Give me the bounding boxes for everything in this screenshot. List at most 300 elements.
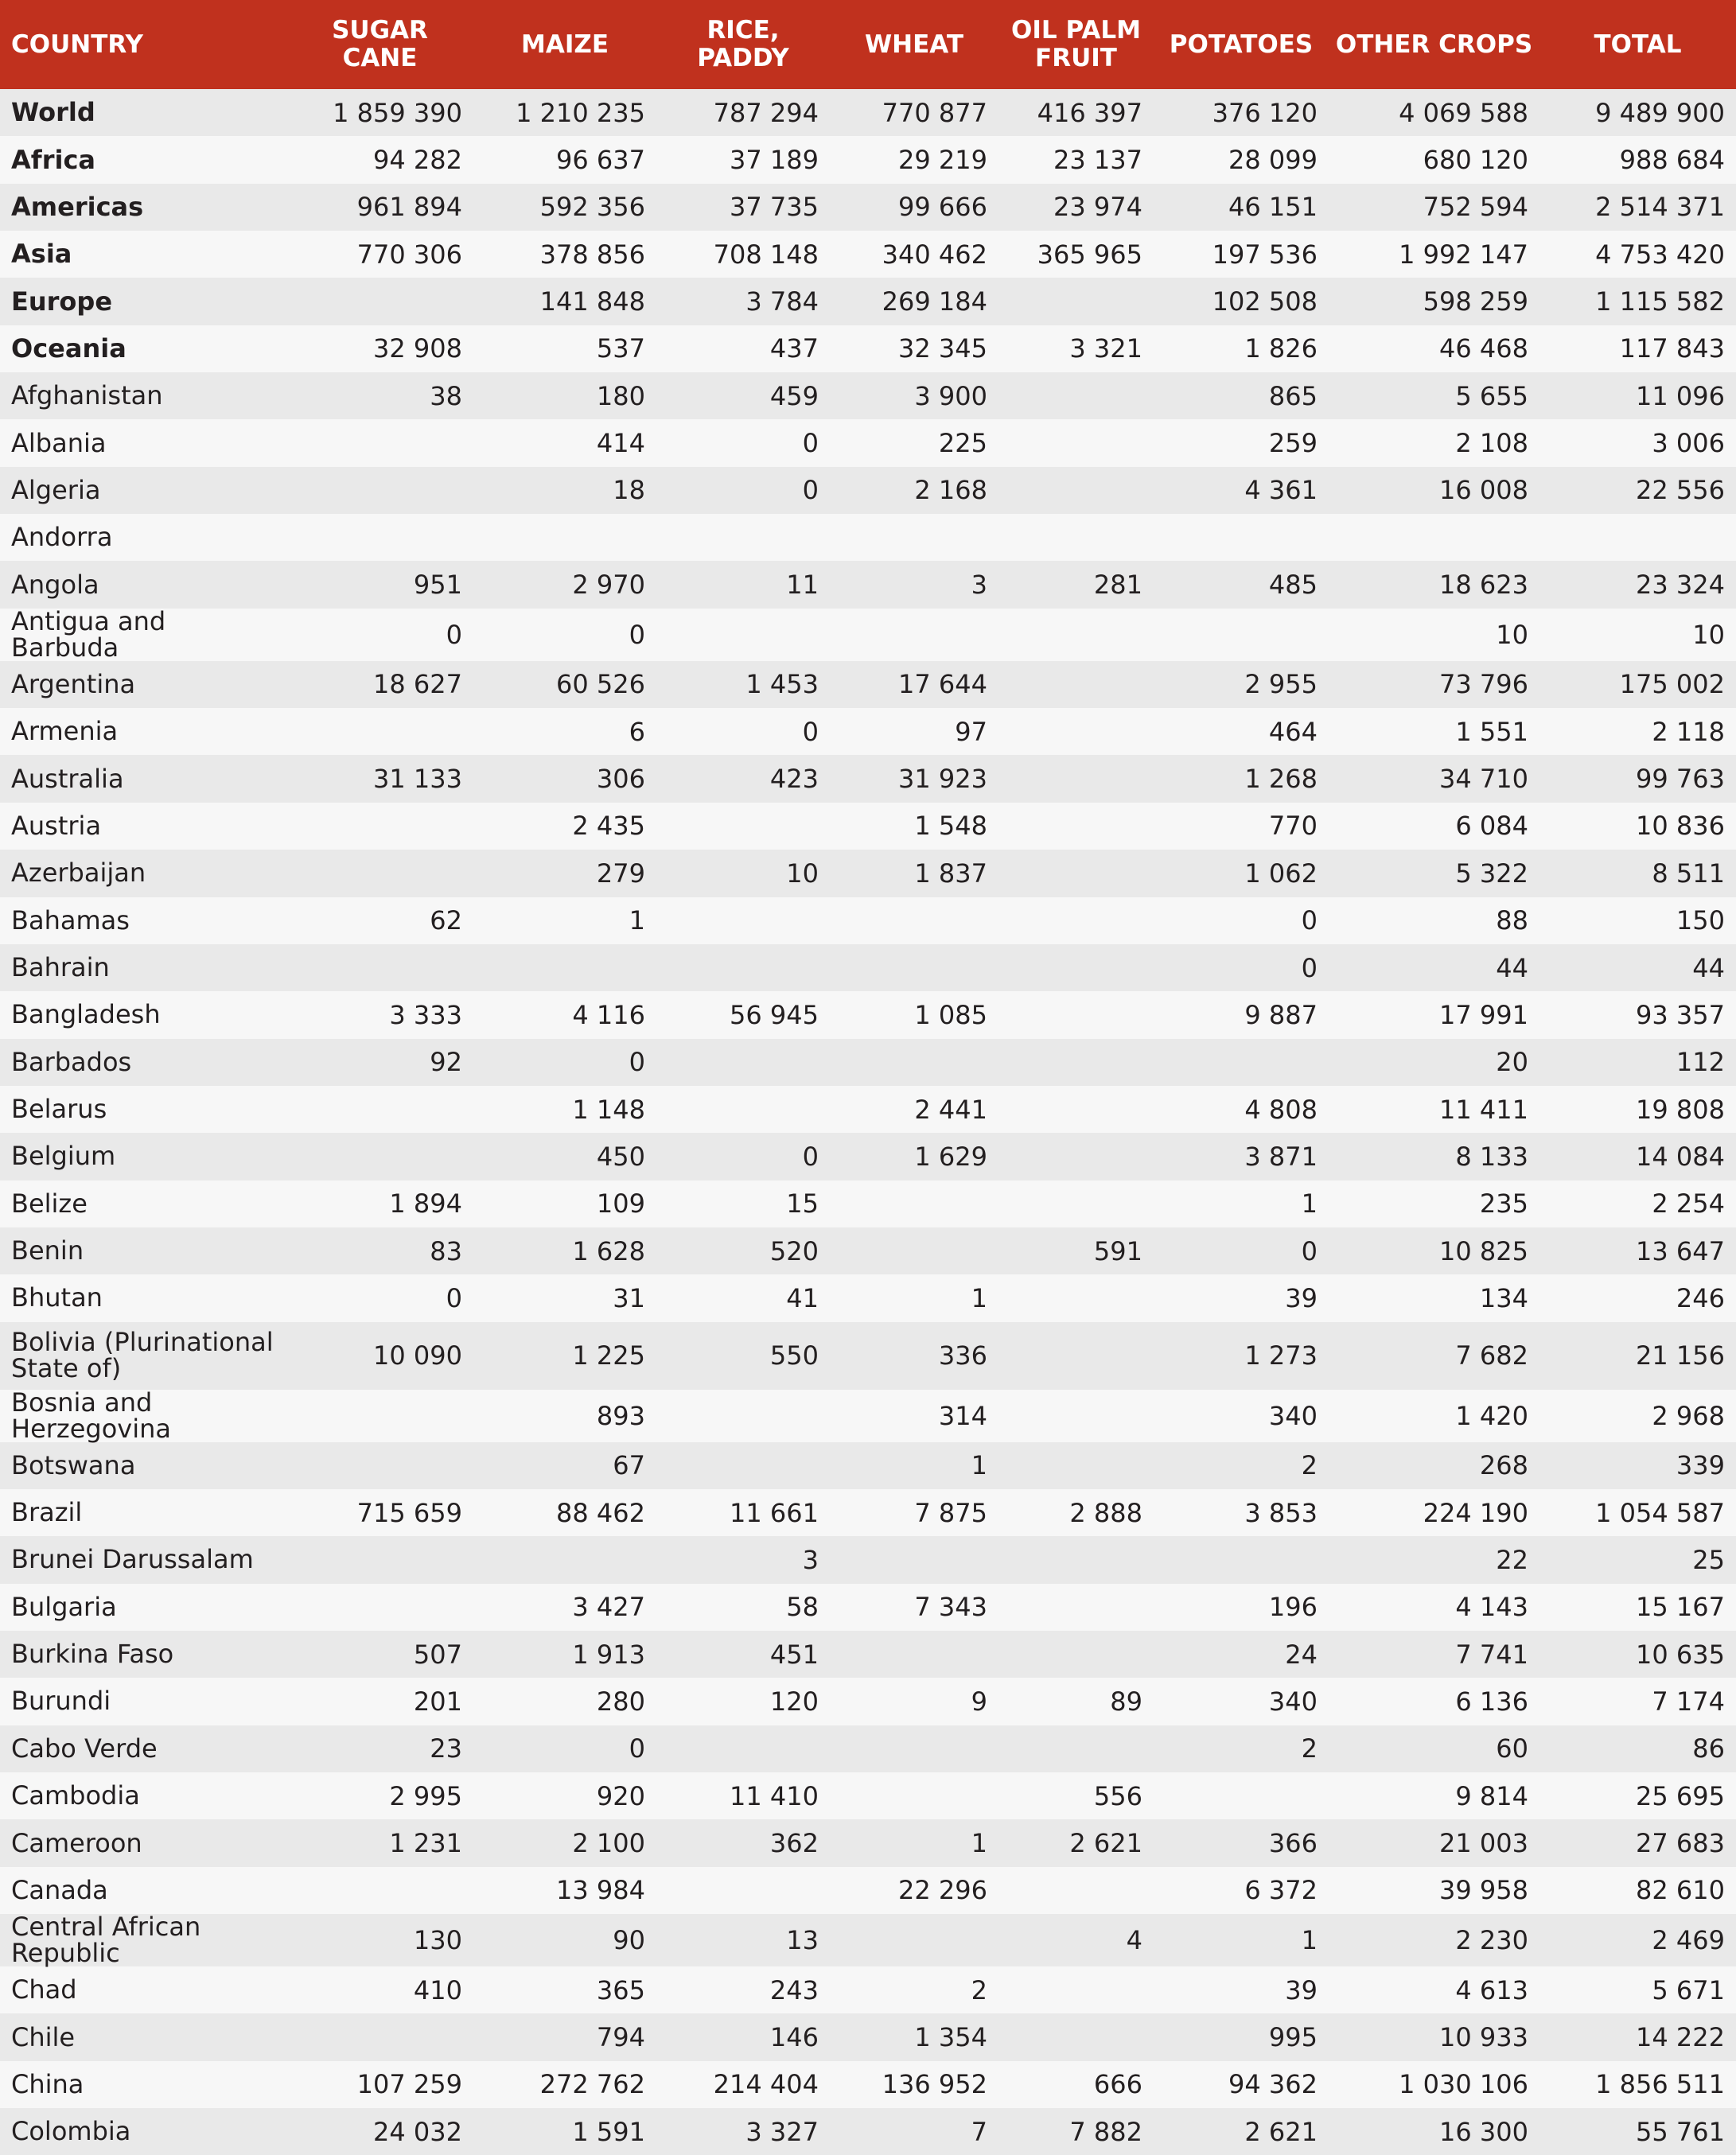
table-row <box>0 136 1736 183</box>
other-crops-cell: 46 468 <box>1439 333 1528 364</box>
wheat-cell: 225 <box>938 428 987 459</box>
other-crops-cell: 10 933 <box>1439 2022 1528 2053</box>
rice-paddy-cell: 37 735 <box>730 192 819 223</box>
rice-paddy-cell: 0 <box>802 716 819 747</box>
sugar-cane-cell: 62 <box>430 905 462 936</box>
maize-cell: 794 <box>596 2022 645 2053</box>
maize-cell: 1 591 <box>572 2116 645 2147</box>
sugar-cane-cell: 3 333 <box>389 999 462 1030</box>
sugar-cane-cell: 410 <box>413 1974 462 2005</box>
sugar-cane-cell: 1 859 390 <box>333 97 462 128</box>
table-row <box>0 1819 1736 1866</box>
table-row <box>0 708 1736 755</box>
table-row <box>0 561 1736 608</box>
potatoes-cell: 340 <box>1268 1686 1318 1717</box>
total-cell: 11 096 <box>1636 380 1725 411</box>
rice-paddy-cell: 56 945 <box>730 999 819 1030</box>
total-cell: 2 118 <box>1652 716 1725 747</box>
country-cell: Antigua and Barbuda <box>11 605 166 663</box>
sugar-cane-cell: 94 282 <box>373 145 462 176</box>
potatoes-cell: 196 <box>1268 1592 1318 1623</box>
country-cell: Bangladesh <box>11 999 161 1030</box>
sugar-cane-cell <box>286 419 473 466</box>
rice-paddy-cell <box>656 897 830 944</box>
total-cell: 8 511 <box>1652 858 1725 889</box>
table-row <box>0 89 1736 136</box>
table-row <box>0 897 1736 944</box>
sugar-cane-cell: 715 659 <box>356 1497 462 1528</box>
maize-cell: 109 <box>596 1188 645 1219</box>
other-crops-cell <box>1329 514 1539 561</box>
other-crops-cell: 20 <box>1496 1047 1528 1078</box>
sugar-cane-cell: 2 995 <box>389 1780 462 1811</box>
potatoes-cell: 3 871 <box>1244 1141 1318 1172</box>
potatoes-cell: 1 826 <box>1244 333 1318 364</box>
header-potatoes: POTATOES <box>1169 29 1314 59</box>
total-cell: 22 556 <box>1636 475 1725 506</box>
sugar-cane-cell <box>286 278 473 325</box>
other-crops-cell: 268 <box>1479 1450 1528 1481</box>
total-cell: 10 635 <box>1636 1639 1725 1670</box>
total-cell: 2 514 371 <box>1595 192 1725 223</box>
rice-paddy-cell: 437 <box>769 333 819 364</box>
potatoes-cell: 39 <box>1285 1974 1318 2005</box>
sugar-cane-cell: 1 894 <box>389 1188 462 1219</box>
total-cell: 2 968 <box>1652 1400 1725 1431</box>
oil-palm-fruit-cell <box>998 372 1154 419</box>
oil-palm-fruit-cell <box>998 803 1154 850</box>
rice-paddy-cell: 1 453 <box>745 669 819 700</box>
potatoes-cell: 4 361 <box>1244 475 1318 506</box>
sugar-cane-cell: 0 <box>446 619 462 650</box>
table-row <box>0 609 1736 661</box>
total-cell: 150 <box>1676 905 1725 936</box>
other-crops-cell: 39 958 <box>1439 1875 1528 1906</box>
other-crops-cell: 4 143 <box>1455 1592 1528 1623</box>
sugar-cane-cell <box>286 1536 473 1583</box>
wheat-cell: 1 <box>971 1450 987 1481</box>
wheat-cell: 97 <box>955 716 987 747</box>
total-cell: 25 <box>1692 1544 1725 1575</box>
sugar-cane-cell: 951 <box>413 570 462 601</box>
oil-palm-fruit-cell <box>998 991 1154 1038</box>
total-cell: 99 763 <box>1636 764 1725 795</box>
table-row <box>0 1274 1736 1321</box>
rice-paddy-cell: 3 <box>802 1544 819 1575</box>
total-cell: 112 <box>1676 1047 1725 1078</box>
sugar-cane-cell: 32 908 <box>373 333 462 364</box>
country-cell: Australia <box>11 763 124 794</box>
country-cell: World <box>11 97 95 128</box>
table-row <box>0 467 1736 514</box>
other-crops-cell: 4 613 <box>1455 1974 1528 2005</box>
oil-palm-fruit-cell <box>998 1274 1154 1321</box>
rice-paddy-cell: 459 <box>769 380 819 411</box>
sugar-cane-cell: 130 <box>413 1925 462 1956</box>
sugar-cane-cell: 201 <box>413 1686 462 1717</box>
table-row <box>0 1867 1736 1914</box>
wheat-cell <box>830 1536 998 1583</box>
potatoes-cell: 376 120 <box>1212 97 1318 128</box>
potatoes-cell: 1 <box>1301 1188 1318 1219</box>
total-cell: 5 671 <box>1652 1974 1725 2005</box>
country-cell: Algeria <box>11 474 101 505</box>
wheat-cell: 7 <box>971 2116 987 2147</box>
maize-cell: 60 526 <box>556 669 645 700</box>
total-cell: 86 <box>1692 1733 1725 1764</box>
table-row <box>0 1322 1736 1390</box>
oil-palm-fruit-cell <box>998 2013 1154 2060</box>
sugar-cane-cell <box>286 1086 473 1133</box>
oil-palm-fruit-cell: 3 321 <box>1069 333 1142 364</box>
country-cell: Austria <box>11 810 102 841</box>
wheat-cell: 2 441 <box>914 1094 987 1125</box>
wheat-cell: 29 219 <box>898 145 987 176</box>
oil-palm-fruit-cell: 23 137 <box>1053 145 1142 176</box>
wheat-cell <box>830 609 998 661</box>
sugar-cane-cell: 38 <box>430 380 462 411</box>
other-crops-cell: 1 992 147 <box>1399 239 1528 270</box>
potatoes-cell: 39 <box>1285 1282 1318 1313</box>
total-cell: 4 753 420 <box>1595 239 1725 270</box>
rice-paddy-cell: 15 <box>786 1188 819 1219</box>
table-row <box>0 372 1736 419</box>
sugar-cane-cell <box>286 1867 473 1914</box>
sugar-cane-cell <box>286 2013 473 2060</box>
total-cell: 3 006 <box>1652 428 1725 459</box>
total-cell: 25 695 <box>1636 1780 1725 1811</box>
other-crops-cell: 17 991 <box>1439 999 1528 1030</box>
wheat-cell <box>830 1181 998 1227</box>
rice-paddy-cell: 423 <box>769 764 819 795</box>
sugar-cane-cell <box>286 467 473 514</box>
rice-paddy-cell: 11 661 <box>730 1497 819 1528</box>
total-cell <box>1539 514 1736 561</box>
total-cell: 21 156 <box>1636 1340 1725 1371</box>
maize-cell: 90 <box>613 1925 645 1956</box>
potatoes-cell: 6 372 <box>1244 1875 1318 1906</box>
maize-cell <box>473 514 656 561</box>
rice-paddy-cell <box>656 514 830 561</box>
potatoes-cell: 770 <box>1268 811 1318 842</box>
table-row <box>0 803 1736 850</box>
header-rice-paddy: RICE, PADDY <box>697 16 789 72</box>
country-cell: Colombia <box>11 2116 131 2147</box>
maize-cell: 141 848 <box>539 286 645 317</box>
total-cell: 44 <box>1692 952 1725 983</box>
table-row <box>0 755 1736 802</box>
country-cell: Cabo Verde <box>11 1733 158 1764</box>
maize-cell: 1 148 <box>572 1094 645 1125</box>
table-header <box>0 0 1736 89</box>
country-cell: Bahrain <box>11 952 110 983</box>
oil-palm-fruit-cell <box>998 514 1154 561</box>
wheat-cell: 1 <box>971 1282 987 1313</box>
oil-palm-fruit-cell <box>998 1536 1154 1583</box>
table-row <box>0 1584 1736 1631</box>
oil-palm-fruit-cell: 23 974 <box>1053 192 1142 223</box>
total-cell: 1 054 587 <box>1595 1497 1725 1528</box>
maize-cell: 6 <box>629 716 645 747</box>
country-cell: Belize <box>11 1188 88 1219</box>
wheat-cell <box>830 1631 998 1678</box>
wheat-cell: 1 <box>971 1828 987 1859</box>
sugar-cane-cell <box>286 1390 473 1442</box>
maize-cell: 1 210 235 <box>516 97 645 128</box>
wheat-cell: 136 952 <box>882 2069 987 2100</box>
oil-palm-fruit-cell <box>998 1442 1154 1489</box>
wheat-cell: 31 923 <box>898 764 987 795</box>
other-crops-cell: 16 300 <box>1439 2116 1528 2147</box>
country-cell: Africa <box>11 144 95 175</box>
rice-paddy-cell <box>656 1390 830 1442</box>
sugar-cane-cell: 961 894 <box>356 192 462 223</box>
rice-paddy-cell: 11 <box>786 570 819 601</box>
potatoes-cell <box>1154 1536 1329 1583</box>
table-row <box>0 1390 1736 1442</box>
country-cell: Armenia <box>11 716 119 747</box>
potatoes-cell: 1 273 <box>1244 1340 1318 1371</box>
maize-cell: 1 913 <box>572 1639 645 1670</box>
sugar-cane-cell <box>286 514 473 561</box>
oil-palm-fruit-cell: 666 <box>1093 2069 1142 2100</box>
wheat-cell: 2 168 <box>914 475 987 506</box>
country-cell: Burkina Faso <box>11 1639 174 1670</box>
other-crops-cell: 18 623 <box>1439 570 1528 601</box>
other-crops-cell: 16 008 <box>1439 475 1528 506</box>
maize-cell: 180 <box>596 380 645 411</box>
total-cell: 2 254 <box>1652 1188 1725 1219</box>
country-cell: Bulgaria <box>11 1591 117 1622</box>
potatoes-cell: 0 <box>1301 905 1318 936</box>
other-crops-cell: 752 594 <box>1423 192 1528 223</box>
oil-palm-fruit-cell <box>998 661 1154 708</box>
other-crops-cell: 5 322 <box>1455 858 1528 889</box>
oil-palm-fruit-cell <box>998 755 1154 802</box>
country-cell: Europe <box>11 286 113 317</box>
oil-palm-fruit-cell <box>998 1966 1154 2013</box>
country-cell: Brunei Darussalam <box>11 1544 254 1575</box>
sugar-cane-cell: 0 <box>446 1282 462 1313</box>
table-row <box>0 1442 1736 1489</box>
total-cell: 23 324 <box>1636 570 1725 601</box>
rice-paddy-cell: 41 <box>786 1282 819 1313</box>
oil-palm-fruit-cell <box>998 1039 1154 1086</box>
other-crops-cell: 134 <box>1479 1282 1528 1313</box>
rice-paddy-cell: 11 410 <box>730 1780 819 1811</box>
oil-palm-fruit-cell <box>998 1631 1154 1678</box>
header-country: COUNTRY <box>11 29 143 59</box>
maize-cell <box>473 1536 656 1583</box>
potatoes-cell: 865 <box>1268 380 1318 411</box>
maize-cell: 3 427 <box>572 1592 645 1623</box>
country-cell: Belgium <box>11 1141 116 1172</box>
rice-paddy-cell: 37 189 <box>730 145 819 176</box>
wheat-cell <box>830 944 998 991</box>
rice-paddy-cell: 0 <box>802 475 819 506</box>
country-cell: Bhutan <box>11 1282 103 1313</box>
rice-paddy-cell <box>656 609 830 661</box>
header-total: TOTAL <box>1594 29 1682 59</box>
other-crops-cell: 34 710 <box>1439 764 1528 795</box>
maize-cell: 893 <box>596 1400 645 1431</box>
oil-palm-fruit-cell: 281 <box>1093 570 1142 601</box>
table-row <box>0 1536 1736 1583</box>
potatoes-cell: 102 508 <box>1212 286 1318 317</box>
oil-palm-fruit-cell <box>998 1725 1154 1772</box>
header-row <box>0 0 1736 89</box>
oil-palm-fruit-cell: 591 <box>1093 1235 1142 1266</box>
wheat-cell <box>830 1227 998 1274</box>
rice-paddy-cell: 214 404 <box>713 2069 819 2100</box>
other-crops-cell: 680 120 <box>1423 145 1528 176</box>
table-row <box>0 1725 1736 1772</box>
maize-cell <box>473 944 656 991</box>
other-crops-cell: 7 682 <box>1455 1340 1528 1371</box>
table-row <box>0 2061 1736 2108</box>
potatoes-cell: 485 <box>1268 570 1318 601</box>
sugar-cane-cell: 507 <box>413 1639 462 1670</box>
rice-paddy-cell: 0 <box>802 1141 819 1172</box>
sugar-cane-cell: 10 090 <box>373 1340 462 1371</box>
wheat-cell: 9 <box>971 1686 987 1717</box>
country-cell: Barbados <box>11 1046 132 1077</box>
potatoes-cell: 9 887 <box>1244 999 1318 1030</box>
oil-palm-fruit-cell <box>998 944 1154 991</box>
other-crops-cell: 1 420 <box>1455 1400 1528 1431</box>
other-crops-cell: 5 655 <box>1455 380 1528 411</box>
other-crops-cell: 598 259 <box>1423 286 1528 317</box>
potatoes-cell: 0 <box>1301 952 1318 983</box>
potatoes-cell: 1 <box>1301 1925 1318 1956</box>
oil-palm-fruit-cell: 416 397 <box>1037 97 1142 128</box>
country-cell: Bosnia and Herzegovina <box>11 1387 171 1444</box>
table-row <box>0 661 1736 708</box>
potatoes-cell <box>1154 1039 1329 1086</box>
maize-cell: 13 984 <box>556 1875 645 1906</box>
rice-paddy-cell: 451 <box>769 1639 819 1670</box>
total-cell: 27 683 <box>1636 1828 1725 1859</box>
country-cell: Benin <box>11 1235 84 1266</box>
rice-paddy-cell: 362 <box>769 1828 819 1859</box>
country-cell: Azerbaijan <box>11 858 146 889</box>
other-crops-cell: 9 814 <box>1455 1780 1528 1811</box>
wheat-cell: 3 900 <box>914 380 987 411</box>
oil-palm-fruit-cell <box>998 1086 1154 1133</box>
country-cell: Canada <box>11 1874 108 1905</box>
potatoes-cell <box>1154 514 1329 561</box>
sugar-cane-cell: 24 032 <box>373 2116 462 2147</box>
potatoes-cell <box>1154 609 1329 661</box>
potatoes-cell: 24 <box>1285 1639 1318 1670</box>
oil-palm-fruit-cell <box>998 1181 1154 1227</box>
country-cell: Afghanistan <box>11 380 163 411</box>
potatoes-cell <box>1154 1772 1329 1819</box>
header-wheat: WHEAT <box>864 29 964 59</box>
country-cell: China <box>11 2068 84 2099</box>
potatoes-cell: 259 <box>1268 428 1318 459</box>
table-row <box>0 1039 1736 1086</box>
table-row <box>0 850 1736 897</box>
total-cell: 19 808 <box>1636 1094 1725 1125</box>
maize-cell: 414 <box>596 428 645 459</box>
maize-cell: 1 628 <box>572 1235 645 1266</box>
maize-cell: 0 <box>629 1733 645 1764</box>
sugar-cane-cell <box>286 1442 473 1489</box>
potatoes-cell: 2 <box>1301 1450 1318 1481</box>
maize-cell: 67 <box>613 1450 645 1481</box>
table-row <box>0 325 1736 372</box>
sugar-cane-cell: 1 231 <box>389 1828 462 1859</box>
rice-paddy-cell: 550 <box>769 1340 819 1371</box>
country-cell: Burundi <box>11 1686 111 1717</box>
sugar-cane-cell <box>286 1584 473 1631</box>
potatoes-cell: 340 <box>1268 1400 1318 1431</box>
header-sugar-cane: SUGAR CANE <box>332 16 428 72</box>
wheat-cell <box>830 1772 998 1819</box>
maize-cell: 0 <box>629 1047 645 1078</box>
oil-palm-fruit-cell <box>998 708 1154 755</box>
sugar-cane-cell <box>286 803 473 850</box>
other-crops-cell: 21 003 <box>1439 1828 1528 1859</box>
table-body <box>0 89 1736 2155</box>
other-crops-cell: 8 133 <box>1455 1141 1528 1172</box>
wheat-cell: 32 345 <box>898 333 987 364</box>
rice-paddy-cell <box>656 1867 830 1914</box>
potatoes-cell: 197 536 <box>1212 239 1318 270</box>
other-crops-cell: 2 230 <box>1455 1925 1528 1956</box>
table-row <box>0 278 1736 325</box>
table-row <box>0 184 1736 231</box>
rice-paddy-cell <box>656 1039 830 1086</box>
table-row <box>0 944 1736 991</box>
rice-paddy-cell: 0 <box>802 428 819 459</box>
table-row <box>0 514 1736 561</box>
wheat-cell <box>830 514 998 561</box>
sugar-cane-cell: 23 <box>430 1733 462 1764</box>
maize-cell: 306 <box>596 764 645 795</box>
maize-cell: 1 225 <box>572 1340 645 1371</box>
country-cell: Botswana <box>11 1449 136 1480</box>
table-row <box>0 2013 1736 2060</box>
total-cell: 14 084 <box>1636 1141 1725 1172</box>
oil-palm-fruit-cell: 2 888 <box>1069 1497 1142 1528</box>
wheat-cell: 1 837 <box>914 858 987 889</box>
total-cell: 1 856 511 <box>1595 2069 1725 2100</box>
oil-palm-fruit-cell: 365 965 <box>1037 239 1142 270</box>
rice-paddy-cell <box>656 944 830 991</box>
oil-palm-fruit-cell: 4 <box>1126 1925 1142 1956</box>
potatoes-cell: 4 808 <box>1244 1094 1318 1125</box>
other-crops-cell: 44 <box>1496 952 1528 983</box>
table-row <box>0 1966 1736 2013</box>
potatoes-cell: 46 151 <box>1228 192 1318 223</box>
potatoes-cell: 3 853 <box>1244 1497 1318 1528</box>
sugar-cane-cell <box>286 1133 473 1180</box>
potatoes-cell: 2 621 <box>1244 2116 1318 2147</box>
header-maize: MAIZE <box>520 29 609 59</box>
rice-paddy-cell: 708 148 <box>713 239 819 270</box>
country-cell: Chad <box>11 1974 77 2005</box>
total-cell: 13 647 <box>1636 1235 1725 1266</box>
oil-palm-fruit-cell <box>998 419 1154 466</box>
wheat-cell <box>830 1914 998 1966</box>
rice-paddy-cell: 146 <box>769 2022 819 2053</box>
oil-palm-fruit-cell: 2 621 <box>1069 1828 1142 1859</box>
maize-cell: 378 856 <box>539 239 645 270</box>
total-cell: 988 684 <box>1619 145 1725 176</box>
country-cell: Oceania <box>11 333 127 364</box>
